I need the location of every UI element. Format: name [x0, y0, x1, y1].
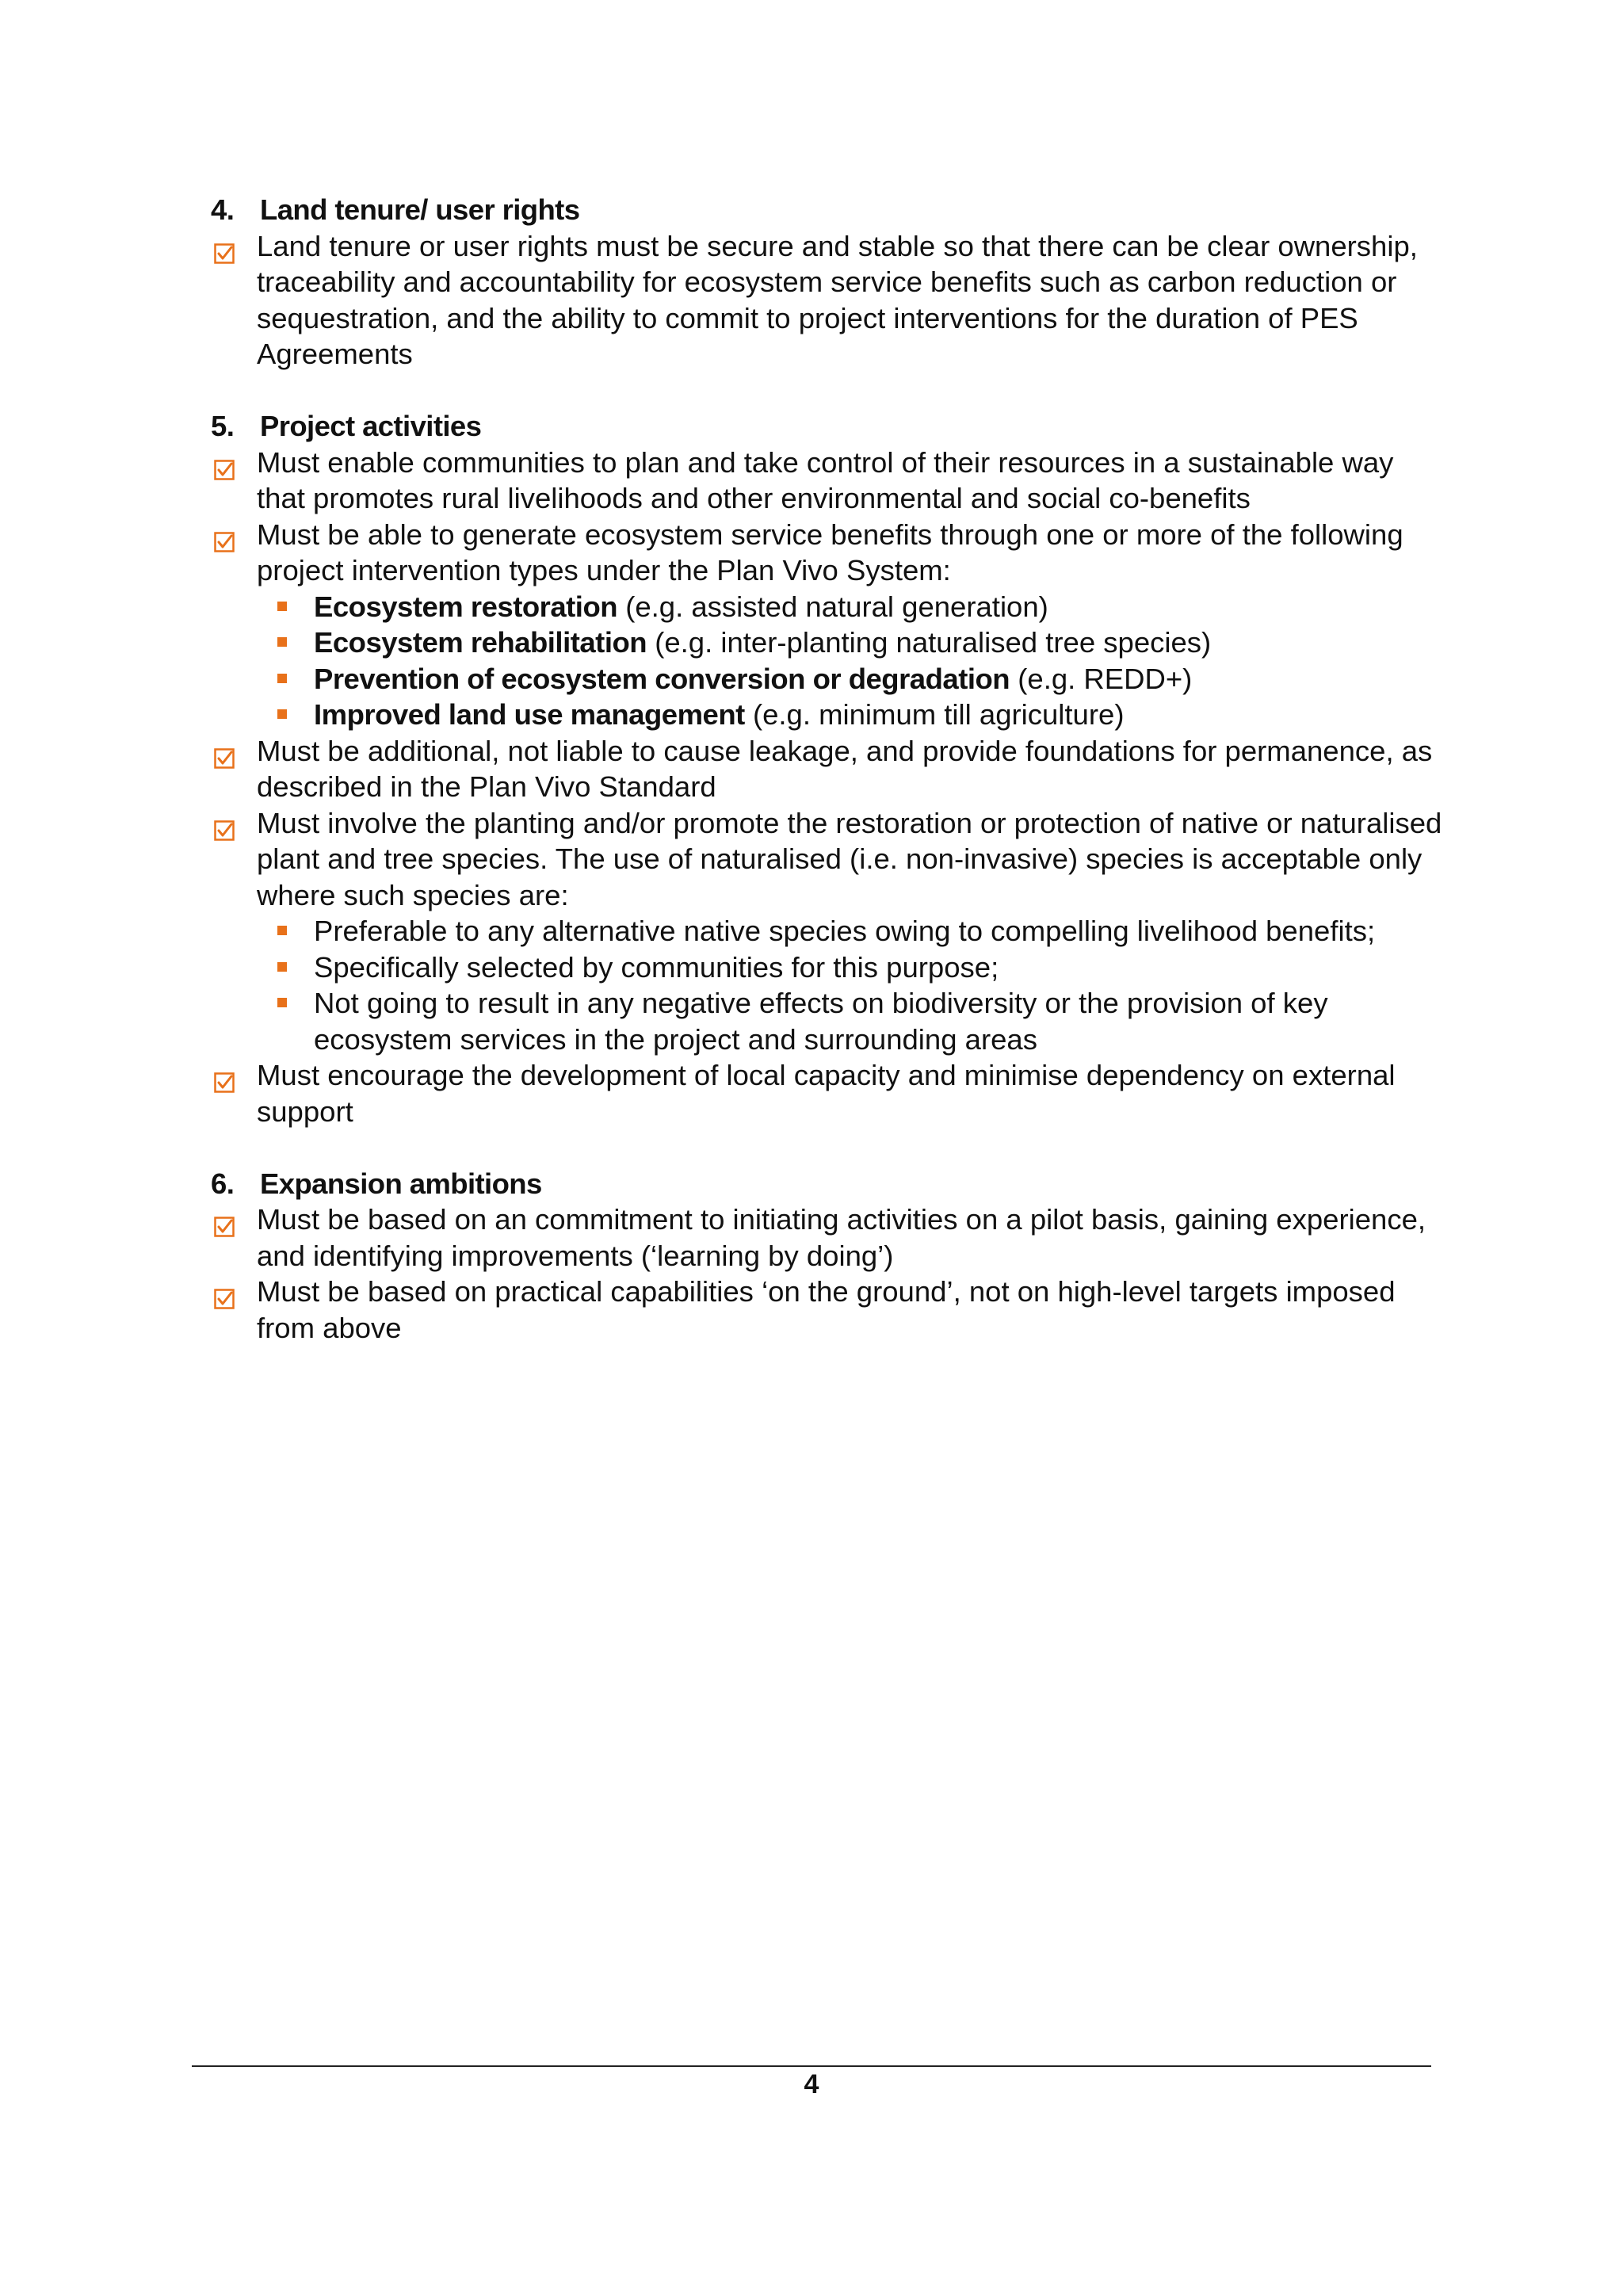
- checked-box-icon: [214, 453, 235, 473]
- sub-bullet-item: [211, 949, 1447, 986]
- section: [211, 1166, 1447, 1347]
- section: [211, 408, 1447, 1129]
- checklist-item: [211, 1274, 1447, 1346]
- footer-divider: [192, 2065, 1431, 2067]
- sub-bullet-text: Not going to result in any negative effects on biodiversity or the provision of key ecosystem services in the project and surrounding areas: [314, 987, 1328, 1056]
- sub-bullet-text: (e.g. assisted natural generation): [617, 590, 1048, 623]
- checked-box-icon: [214, 236, 235, 257]
- checked-box-icon: [214, 1065, 235, 1086]
- square-bullet-icon: [277, 926, 287, 935]
- section-number: 4.: [211, 193, 235, 226]
- sub-bullet-bold-term: Ecosystem restoration: [314, 590, 618, 623]
- checklist-item-text: Must be able to generate ecosystem service benefits through one or more of the following project intervention types under the Plan Vivo System:: [257, 518, 1403, 586]
- square-bullet-icon: [277, 674, 287, 683]
- checklist-item-text: Must involve the planting and/or promote the restoration or protection of native or naturalised plant and tree species. The use of naturalised (i.e. non-invasive) species is acceptable only where such species are:: [257, 806, 1442, 911]
- section-title: Land tenure/ user rights: [260, 193, 580, 226]
- sub-bullet-bold-term: Ecosystem rehabilitation: [314, 626, 647, 659]
- square-bullet-icon: [277, 709, 287, 719]
- checklist-item-text: Must encourage the development of local capacity and minimise dependency on external support: [257, 1059, 1396, 1128]
- section-title: Expansion ambitions: [260, 1167, 542, 1200]
- square-bullet-icon: [277, 962, 287, 972]
- sub-bullet-bold-term: Prevention of ecosystem conversion or degradation: [314, 662, 1010, 695]
- sub-bullet-text: Specifically selected by communities for this purpose;: [314, 950, 999, 984]
- section-heading: [211, 408, 1447, 445]
- checklist-item: [211, 805, 1447, 914]
- checked-box-icon: [214, 813, 235, 834]
- square-bullet-icon: [277, 998, 287, 1007]
- checklist-item-text: Must be based on practical capabilities ‘on the ground’, not on high-level targets imposed from above: [257, 1275, 1396, 1344]
- sub-bullet-item: [211, 625, 1447, 661]
- sub-bullet-bold-term: Improved land use management: [314, 698, 745, 731]
- page-number: 4: [804, 2069, 819, 2099]
- document-body: [211, 192, 1447, 1382]
- sub-bullet-item: [211, 697, 1447, 733]
- checklist-item: [211, 228, 1447, 372]
- sub-bullet-item: [211, 661, 1447, 697]
- sub-bullet-text: (e.g. REDD+): [1010, 662, 1193, 695]
- square-bullet-icon: [277, 602, 287, 611]
- checked-box-icon: [214, 741, 235, 762]
- checklist-item: [211, 1201, 1447, 1274]
- sub-bullet-item: [211, 913, 1447, 949]
- checked-box-icon: [214, 1282, 235, 1302]
- sub-bullet-text: (e.g. minimum till agriculture): [744, 698, 1125, 731]
- section-number: 6.: [211, 1167, 235, 1200]
- checklist-item-text: Must be based on an commitment to initiating activities on a pilot basis, gaining experience, and identifying improvements (‘learning by doing’): [257, 1203, 1426, 1272]
- section-heading: [211, 1166, 1447, 1202]
- checklist-item-text: Must be additional, not liable to cause leakage, and provide foundations for permanence, as described in the Plan Vivo Standard: [257, 734, 1433, 803]
- checklist-item-text: Must enable communities to plan and take control of their resources in a sustainable way that promotes rural livelihoods and other environmental and social co-benefits: [257, 445, 1394, 514]
- checked-box-icon: [214, 1209, 235, 1230]
- sub-bullet-item: [211, 589, 1447, 625]
- section: [211, 192, 1447, 372]
- checklist-item: [211, 517, 1447, 589]
- checklist-item-text: Land tenure or user rights must be secure and stable so that there can be clear ownership, traceability and accountability for ecosystem service benefits such as carbon reduction or sequestration, and the ability to commit to project interventions for the duration of PES Agreements: [257, 229, 1418, 370]
- checked-box-icon: [214, 525, 235, 545]
- sub-bullet-text: Preferable to any alternative native species owing to compelling livelihood benefits;: [314, 915, 1376, 947]
- sub-bullet-text: (e.g. inter-planting naturalised tree species): [647, 626, 1212, 659]
- section-number: 5.: [211, 410, 235, 442]
- section-heading: [211, 192, 1447, 228]
- square-bullet-icon: [277, 637, 287, 647]
- checklist-item: [211, 1057, 1447, 1129]
- section-title: Project activities: [260, 410, 482, 442]
- checklist-item: [211, 445, 1447, 517]
- checklist-item: [211, 733, 1447, 805]
- sub-bullet-item: [211, 985, 1447, 1057]
